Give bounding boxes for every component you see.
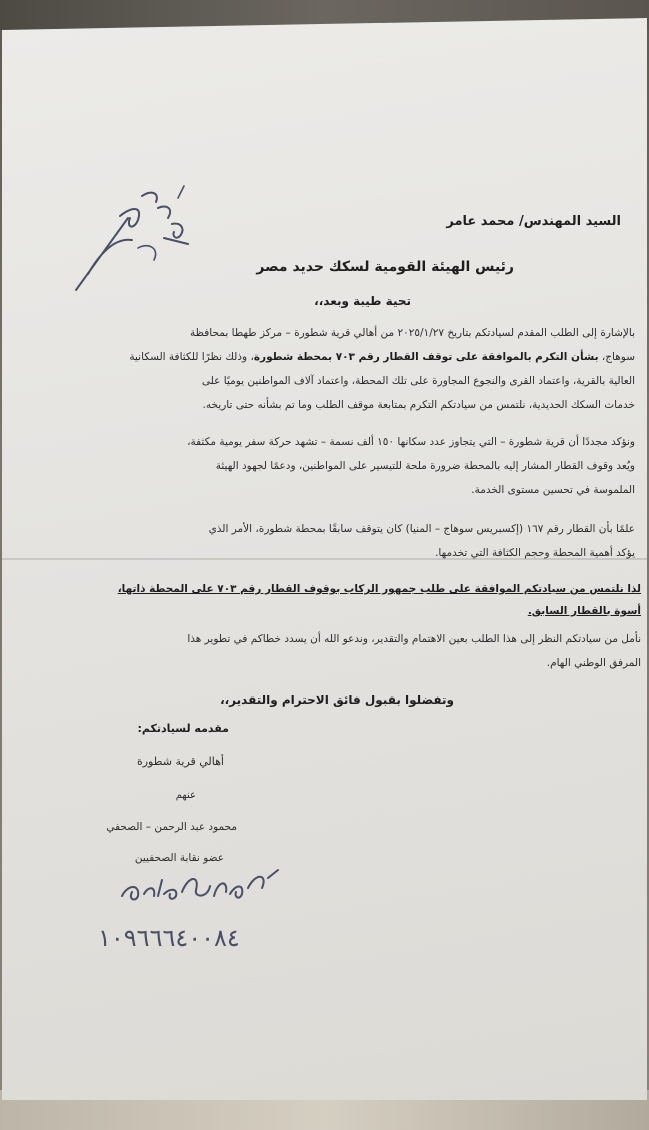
handwritten-annotation (68, 178, 198, 293)
paragraph-5-line-2: المرفق الوطني الهام. (546, 657, 641, 669)
paragraph-2-line-2: ويُعد وقوف القطار المشار إليه بالمحطة ضرورة ملحة للتيسير على المواطنين، ودعمًا لجهود الهيئة (215, 460, 635, 472)
paragraph-1-line-3: العالية بالقرية، واعتماد القرى والنجوع المجاورة على تلك المحطة، واعتماد آلاف المواطنين يوميًا على (201, 375, 635, 387)
paragraph-4-line-2: أسوة بالقطار السابق. (527, 605, 641, 617)
paragraph-3-line-1: علمًا بأن القطار رقم ١٦٧ (إكسبريس سوهاج – المنيا) كان يتوقف سابقًا بمحطة شطورة، الأمر الذي (208, 523, 635, 535)
paragraph-2-line-1: ونؤكد مجددًا أن قرية شطورة – التي يتجاوز عدد سكانها ١٥٠ ألف نسمة – تشهد حركة سفر يومية مكثفة، (187, 436, 635, 448)
submitted-label: مقدمه لسيادتكم: (137, 722, 229, 735)
handwritten-phone-number: ١٠٩٦٦٦٤٠٠٨٤ (98, 924, 240, 952)
closing-line: وتفضلوا بقبول فائق الاحترام والتقدير،، (220, 693, 454, 707)
recipient-title: رئيس الهيئة القومية لسكك حديد مصر (256, 259, 514, 275)
recipient-name: السيد المهندس/ محمد عامر (446, 214, 621, 229)
paragraph-4-line-1: لذا نلتمس من سيادتكم الموافقة على طلب جمهور الركاب بوقوف القطار رقم ٧٠٣ على المحطة ذاتها، (117, 583, 641, 595)
greeting: تحية طيبة وبعد،، (314, 294, 411, 308)
request-highlight: بشأن التكرم بالموافقة على توقف القطار رقم ٧٠٣ بمحطة شطورة (253, 351, 599, 363)
paragraph-3-line-2: يؤكد أهمية المحطة وحجم الكثافة التي تخدمها. (435, 547, 635, 559)
handwritten-signature (118, 866, 288, 906)
submitter-name: أهالي قرية شطورة (136, 755, 224, 768)
signer-name: محمود عبد الرحمن – الصحفي (106, 821, 237, 833)
paragraph-1-line-4: خدمات السكك الحديدية، نلتمس من سيادتكم التكرم بمتابعة موقف الطلب وما تم بشأنه حتى تاريخه. (202, 399, 635, 411)
signer-title: عضو نقابة الصحفيين (134, 852, 224, 864)
paragraph-1-line-2: سوهاج، بشأن التكرم بالموافقة على توقف القطار رقم ٧٠٣ بمحطة شطورة، وذلك نظرًا للكثافة السكانية (129, 351, 635, 363)
paragraph-1-line-1: بالإشارة إلى الطلب المقدم لسيادتكم بتاريخ ٢٠٢٥/١/٢٧ من أهالي قرية شطورة – مركز طهطا بمحافظة (190, 327, 635, 339)
paragraph-2-line-3: الملموسة في تحسين مستوى الخدمة. (471, 484, 635, 496)
paragraph-5-line-1: نأمل من سيادتكم النظر إلى هذا الطلب بعين الاهتمام والتقدير، وندعو الله أن يسدد خطاكم في تطوير هذا (187, 633, 641, 645)
on-behalf-label: عنهم (175, 790, 196, 801)
